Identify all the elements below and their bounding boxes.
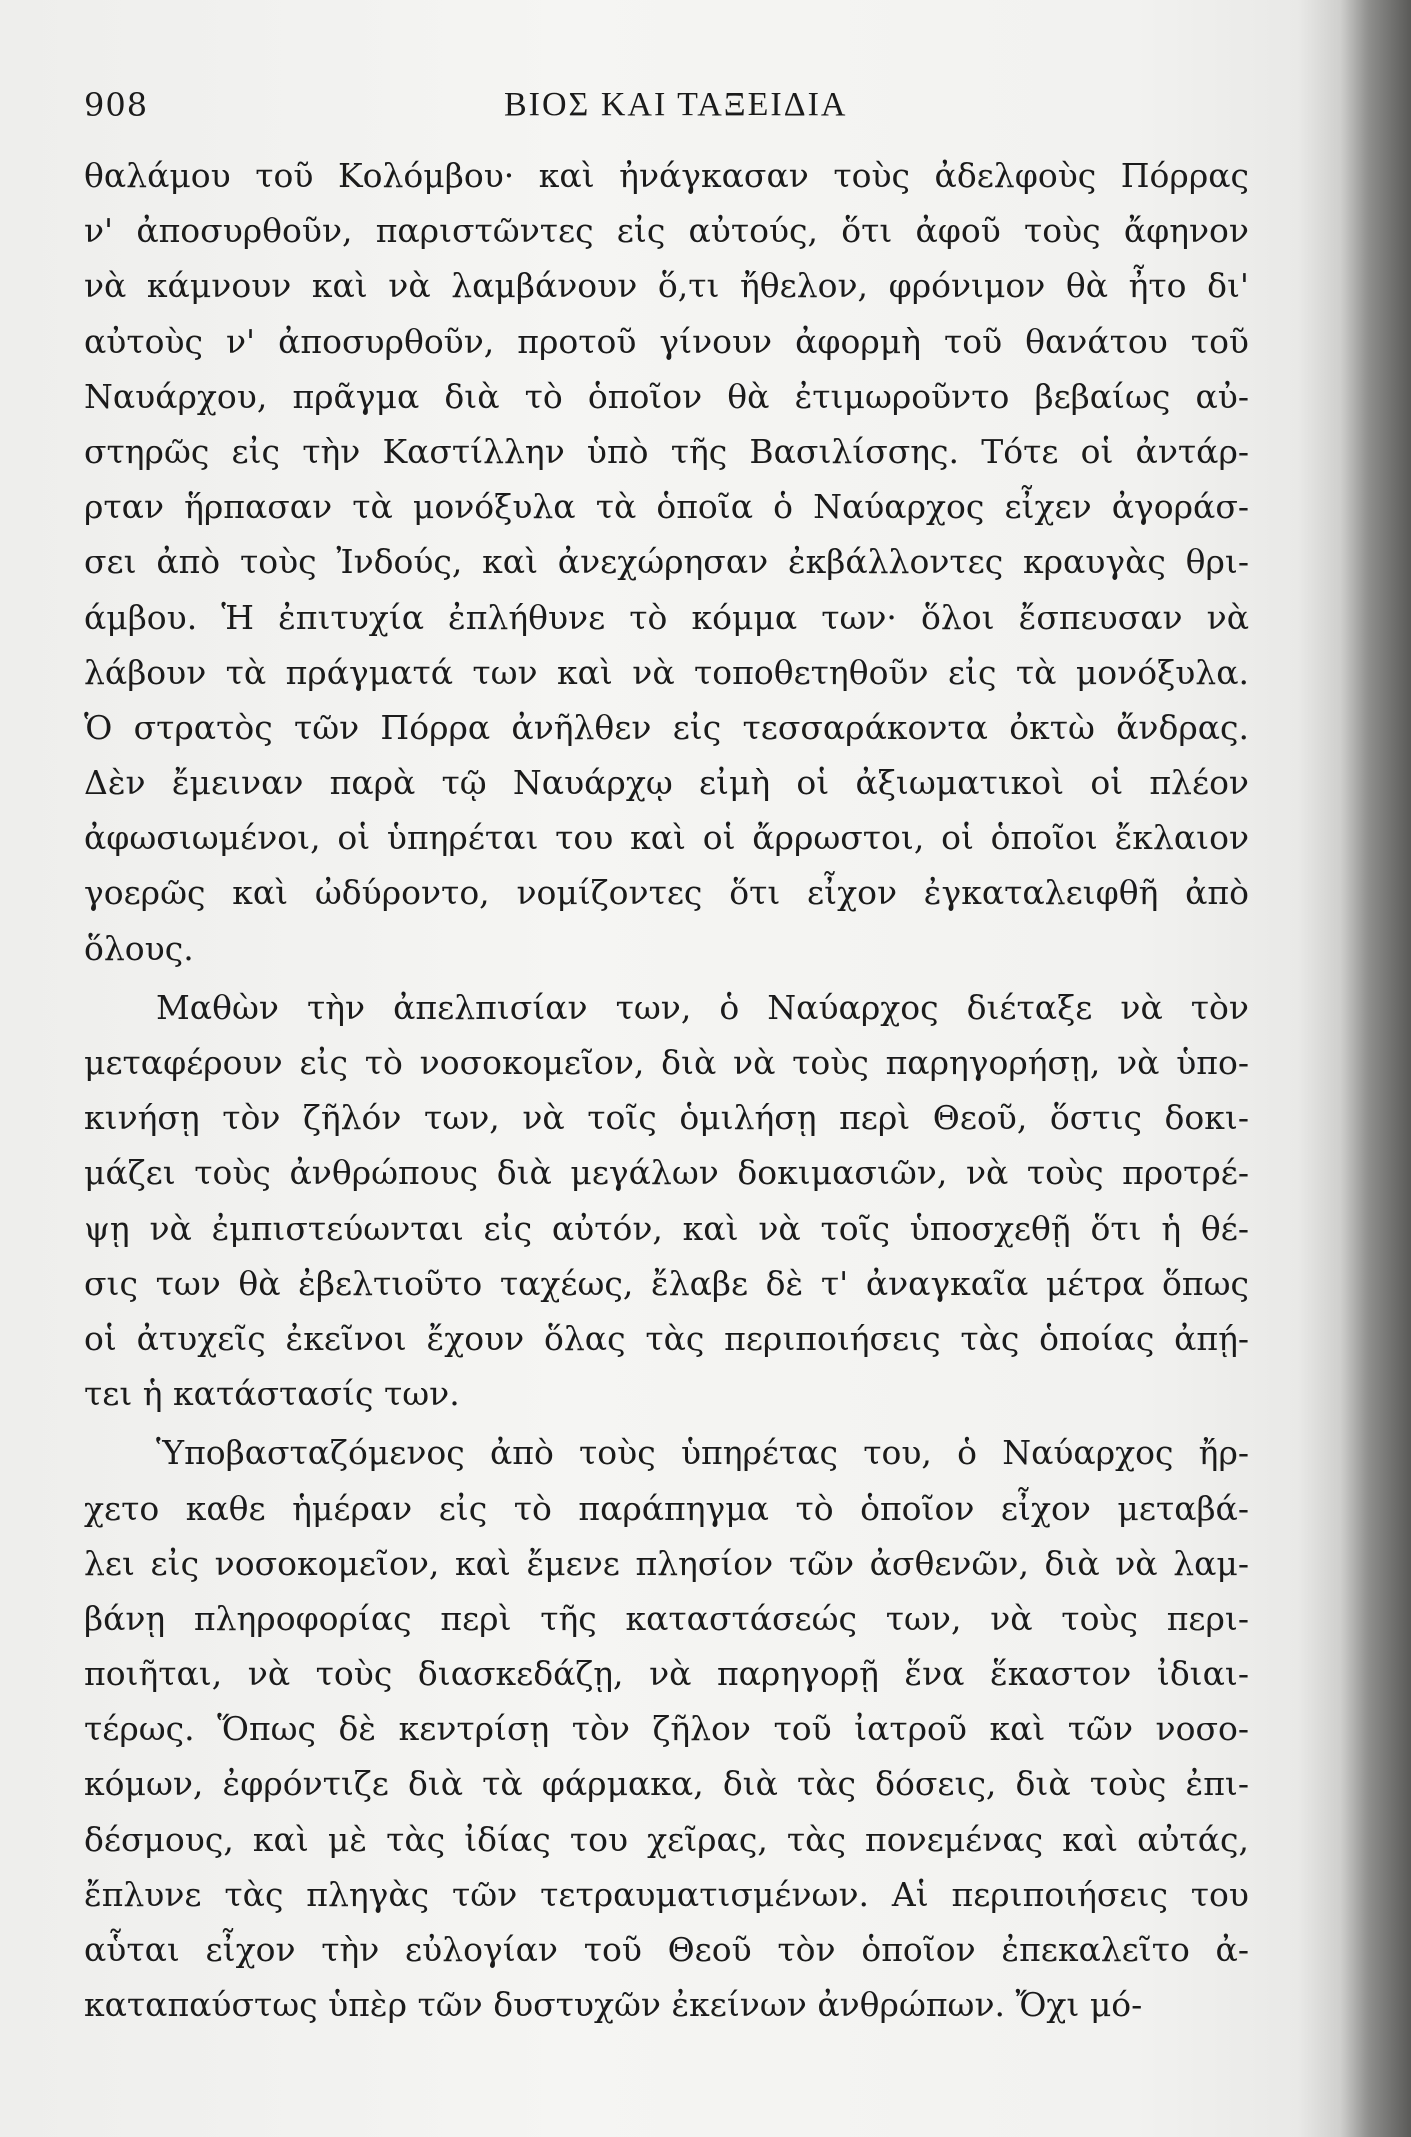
text-line: τει ἡ κατάστασίς των. (84, 1374, 460, 1414)
text-line: θαλάμου τοῦ Κολόμβου· καὶ ἠνάγκασαν τοὺς ἀδελφοὺς Πόρρας (84, 156, 1249, 195)
paragraph (84, 148, 1249, 976)
text-line: ρταν ἥρπασαν τὰ μονόξυλα τὰ ὁποῖα ὁ Ναύαρχος εἶχεν ἀγοράσ- (84, 487, 1249, 527)
paragraph (84, 1425, 1249, 2032)
text-line: άμβου. Ἡ ἐπιτυχία ἐπλήθυνε τὸ κόμμα των· ὅλοι ἔσπευσαν νὰ (84, 597, 1249, 637)
text-line: ἀφωσιωμένοι, οἱ ὑπηρέται του καὶ οἱ ἄρρωστοι, οἱ ὁποῖοι ἔκλαιον (84, 818, 1249, 858)
text-line: αὐτοὺς ν' ἀποσυρθοῦν, προτοῦ γίνουν ἀφορμὴ τοῦ θανάτου τοῦ (84, 321, 1249, 361)
text-line: καταπαύστως ὑπὲρ τῶν δυστυχῶν ἐκείνων ἀνθρώπων. Ὄχι μό- (84, 1985, 1143, 2025)
text-line: ψῃ νὰ ἐμπιστεύωνται εἰς αὐτόν, καὶ νὰ τοῖς ὑποσχεθῇ ὅτι ἡ θέ- (84, 1208, 1249, 1248)
body-text (84, 148, 1249, 2032)
text-line: ὅλους. (84, 928, 194, 968)
text-line: Μαθὼν τὴν ἀπελπισίαν των, ὁ Ναύαρχος διέταξε νὰ τὸν (156, 987, 1249, 1027)
running-title: ΒΙΟΣ ΚΑΙ ΤΑΞΕΙΔΙΑ (504, 86, 848, 123)
page-header (84, 86, 1244, 136)
text-line: Δὲν ἔμειναν παρὰ τῷ Ναυάρχῳ εἰμὴ οἱ ἀξιωματικοὶ οἱ πλέον (84, 763, 1249, 803)
page-number: 908 (84, 86, 149, 124)
text-line: οἱ ἀτυχεῖς ἐκεῖνοι ἔχουν ὅλας τὰς περιποιήσεις τὰς ὁποίας ἀπῄ- (84, 1318, 1249, 1358)
text-line: νὰ κάμνουν καὶ νὰ λαμβάνουν ὅ,τι ἤθελον, φρόνιμον θὰ ἦτο δι' (84, 266, 1249, 306)
paragraph (84, 980, 1249, 1422)
text-line: βάνῃ πληροφορίας περὶ τῆς καταστάσεώς των, νὰ τοὺς περι- (84, 1598, 1249, 1638)
text-line: ποιῆται, νὰ τοὺς διασκεδάζῃ, νὰ παρηγορῇ ἕνα ἕκαστον ἰδιαι- (84, 1654, 1249, 1694)
text-line: λει εἰς νοσοκομεῖον, καὶ ἔμενε πλησίον τῶν ἀσθενῶν, διὰ νὰ λαμ- (84, 1543, 1249, 1583)
text-line: τέρως. Ὅπως δὲ κεντρίσῃ τὸν ζῆλον τοῦ ἰατροῦ καὶ τῶν νοσο- (84, 1709, 1249, 1749)
text-line: μεταφέρουν εἰς τὸ νοσοκομεῖον, διὰ νὰ τοὺς παρηγορήσῃ, νὰ ὑπο- (84, 1043, 1249, 1082)
text-line: σει ἀπὸ τοὺς Ἰνδούς, καὶ ἀνεχώρησαν ἐκβάλλοντες κραυγὰς θρι- (84, 542, 1249, 582)
text-line: λάβουν τὰ πράγματά των καὶ νὰ τοποθετηθοῦν εἰς τὰ μονόξυλα. (84, 652, 1249, 692)
text-line: στηρῶς εἰς τὴν Καστίλλην ὑπὸ τῆς Βασιλίσσης. Τότε οἱ ἀντάρ- (84, 431, 1249, 471)
text-line: γοερῶς καὶ ὠδύροντο, νομίζοντες ὅτι εἶχον ἐγκαταλειφθῆ ἀπὸ (84, 873, 1249, 913)
text-line: Ὑποβασταζόμενος ἀπὸ τοὺς ὑπηρέτας του, ὁ Ναύαρχος ἤρ- (156, 1433, 1249, 1473)
text-line: ν' ἀποσυρθοῦν, παριστῶντες εἰς αὐτούς, ὅτι ἀφοῦ τοὺς ἄφηνον (84, 211, 1249, 251)
text-line: σις των θὰ ἐβελτιοῦτο ταχέως, ἔλαβε δὲ τ' ἀναγκαῖα μέτρα ὅπως (84, 1263, 1249, 1303)
text-line: Ὁ στρατὸς τῶν Πόρρα ἀνῆλθεν εἰς τεσσαράκοντα ὀκτὼ ἄνδρας. (84, 707, 1249, 747)
text-line: κόμων, ἐφρόντιζε διὰ τὰ φάρμακα, διὰ τὰς δόσεις, διὰ τοὺς ἐπι- (84, 1764, 1249, 1804)
text-line: αὗται εἶχον τὴν εὐλογίαν τοῦ Θεοῦ τὸν ὁποῖον ἐπεκαλεῖτο ἀ- (84, 1930, 1249, 1969)
text-line: κινήσῃ τὸν ζῆλόν των, νὰ τοῖς ὁμιλήσῃ περὶ Θεοῦ, ὅστις δοκι- (84, 1098, 1249, 1138)
text-line: δέσμους, καὶ μὲ τὰς ἰδίας του χεῖρας, τὰς πονεμένας καὶ αὐτάς, (84, 1819, 1249, 1859)
text-line: Ναυάρχου, πρᾶγμα διὰ τὸ ὁποῖον θὰ ἐτιμωροῦντο βεβαίως αὐ- (84, 376, 1249, 416)
text-line: χετο καθε ἡμέραν εἰς τὸ παράπηγμα τὸ ὁποῖον εἶχον μεταβά- (84, 1488, 1249, 1528)
text-line: ἔπλυνε τὰς πληγὰς τῶν τετραυματισμένων. Αἱ περιποιήσεις του (84, 1874, 1249, 1914)
text-line: μάζει τοὺς ἀνθρώπους διὰ μεγάλων δοκιμασιῶν, νὰ τοὺς προτρέ- (84, 1153, 1249, 1193)
